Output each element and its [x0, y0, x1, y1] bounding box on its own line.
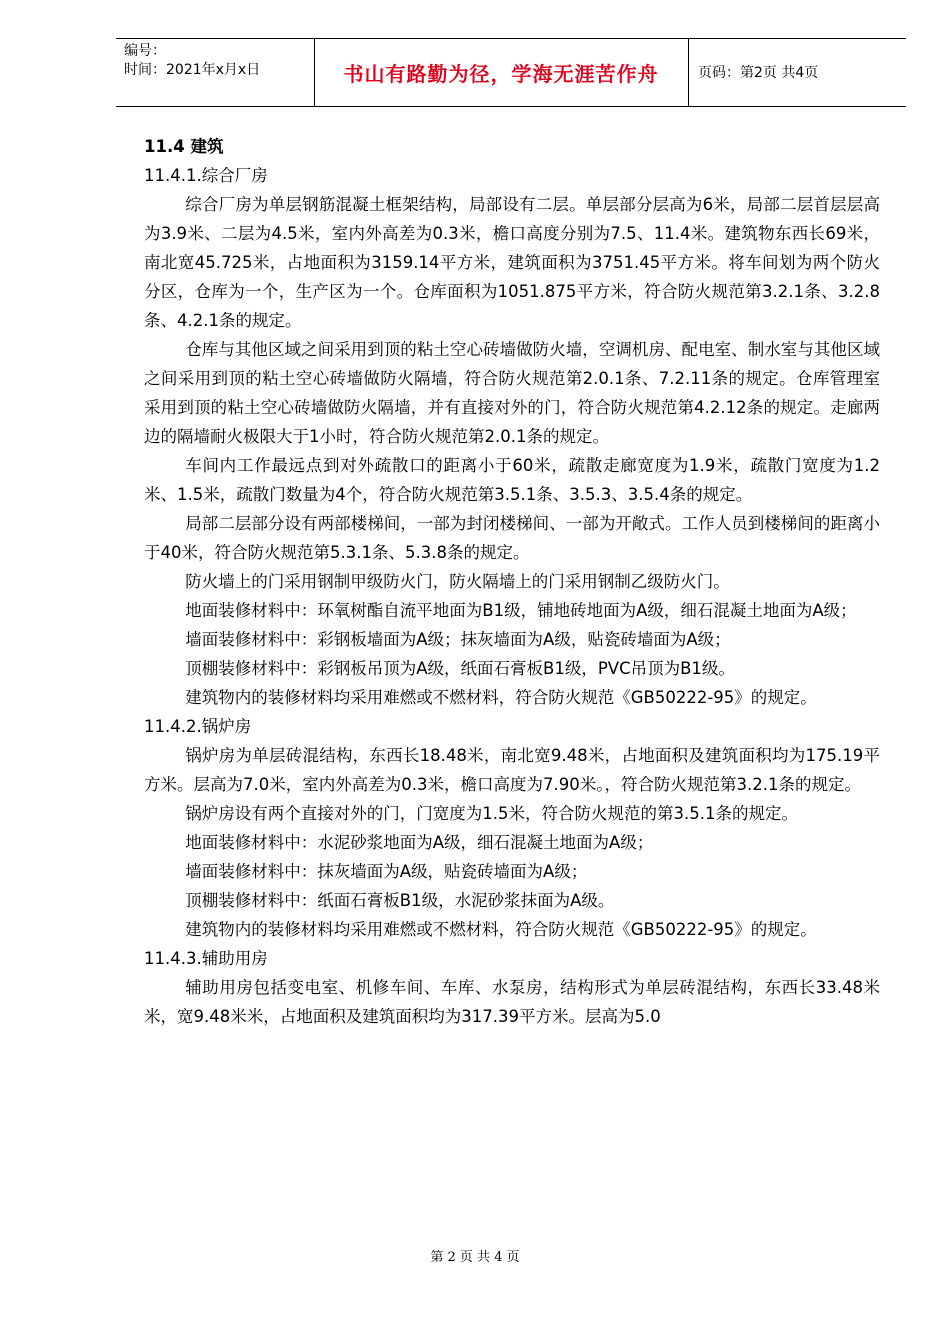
subsection-heading: 11.4.2.锅炉房 [144, 717, 252, 736]
paragraph: 顶棚装修材料中：纸面石膏板B1级，水泥砂浆抹面为A级。 [185, 891, 615, 910]
paragraph: 锅炉房为单层砖混结构，东西长18.48米，南北宽9.48米，占地面积及建筑面积均为175.19平方米。层高为7.0米，室内外高差为0.3米，檐口高度为7.90米。，符合防火规范第3.2.1条的规定。 [144, 746, 880, 794]
page-footer: 第 2 页 共 4 页 [430, 1250, 520, 1265]
section-title: 11.4 建筑 [144, 137, 224, 156]
document-body [144, 132, 880, 1031]
number-label: 编号： [124, 43, 166, 59]
header-divider [688, 38, 689, 107]
paragraph: 锅炉房设有两个直接对外的门，门宽度为1.5米，符合防火规范的第3.5.1条的规定。 [185, 804, 798, 823]
header-meta [124, 42, 260, 80]
paragraph: 防火墙上的门采用钢制甲级防火门，防火隔墙上的门采用钢制乙级防火门。 [185, 572, 730, 591]
paragraph: 墙面装修材料中：彩钢板墙面为A级；抹灰墙面为A级，贴瓷砖墙面为A级； [185, 630, 731, 649]
header-page-info: 页码：第2页 共4页 [698, 65, 819, 81]
paragraph: 车间内工作最远点到对外疏散口的距离小于60米，疏散走廊宽度为1.9米，疏散门宽度为1.2米、1.5米，疏散门数量为4个，符合防火规范第3.5.1条、3.5.3、3.5.4条的规定。 [144, 456, 880, 504]
header-slogan: 书山有路勤为径，学海无涯苦作舟 [343, 62, 659, 86]
paragraph: 建筑物内的装修材料均采用难燃或不燃材料，符合防火规范《GB50222-95》的规定。 [185, 688, 817, 707]
subsection-heading: 11.4.3.辅助用房 [144, 949, 268, 968]
paragraph: 局部二层部分设有两部楼梯间，一部为封闭楼梯间、一部为开敞式。工作人员到楼梯间的距离小于40米，符合防火规范第5.3.1条、5.3.8条的规定。 [144, 514, 880, 562]
paragraph: 地面装修材料中：水泥砂浆地面为A级，细石混凝土地面为A级； [185, 833, 654, 852]
subsection-heading: 11.4.1.综合厂房 [144, 166, 268, 185]
paragraph: 综合厂房为单层钢筋混凝土框架结构，局部设有二层。单层部分层高为6米，局部二层首层层高为3.9米、二层为4.5米，室内外高差为0.3米，檐口高度分别为7.5、11.4米。建筑物东西长69米，南北宽45.725米，占地面积为3159.14平方米，建筑面积为3751.45平方米。将车间划为两个防火分区，仓库为一个，生产区为一个。仓库面积为1051.875平方米，符合防火规范第3.2.1条、3.2.8条、4.2.1条的规定。 [144, 195, 880, 330]
paragraph: 辅助用房包括变电室、机修车间、车库、水泵房，结构形式为单层砖混结构，东西长33.48米米，宽9.48米米，占地面积及建筑面积均为317.39平方米。层高为5.0 [144, 978, 880, 1026]
paragraph: 地面装修材料中：环氧树酯自流平地面为B1级，铺地砖地面为A级，细石混凝土地面为A级； [185, 601, 857, 620]
time-label: 时间：2021年x月x日 [124, 62, 261, 78]
paragraph: 墙面装修材料中：抹灰墙面为A级，贴瓷砖墙面为A级； [185, 862, 588, 881]
paragraph: 仓库与其他区域之间采用到顶的粘土空心砖墙做防火墙，空调机房、配电室、制水室与其他区域之间采用到顶的粘土空心砖墙做防火隔墙，符合防火规范第2.0.1条、7.2.11条的规定。仓库管理室采用到顶的粘土空心砖墙做防火隔墙，并有直接对外的门，符合防火规范第4.2.12条的规定。走廊两边的隔墙耐火极限大于1小时，符合防火规范第2.0.1条的规定。 [144, 340, 880, 446]
paragraph: 建筑物内的装修材料均采用难燃或不燃材料，符合防火规范《GB50222-95》的规定。 [185, 920, 817, 939]
page-header [116, 38, 906, 108]
paragraph: 顶棚装修材料中：彩钢板吊顶为A级，纸面石膏板B1级，PVC吊顶为B1级。 [185, 659, 735, 678]
